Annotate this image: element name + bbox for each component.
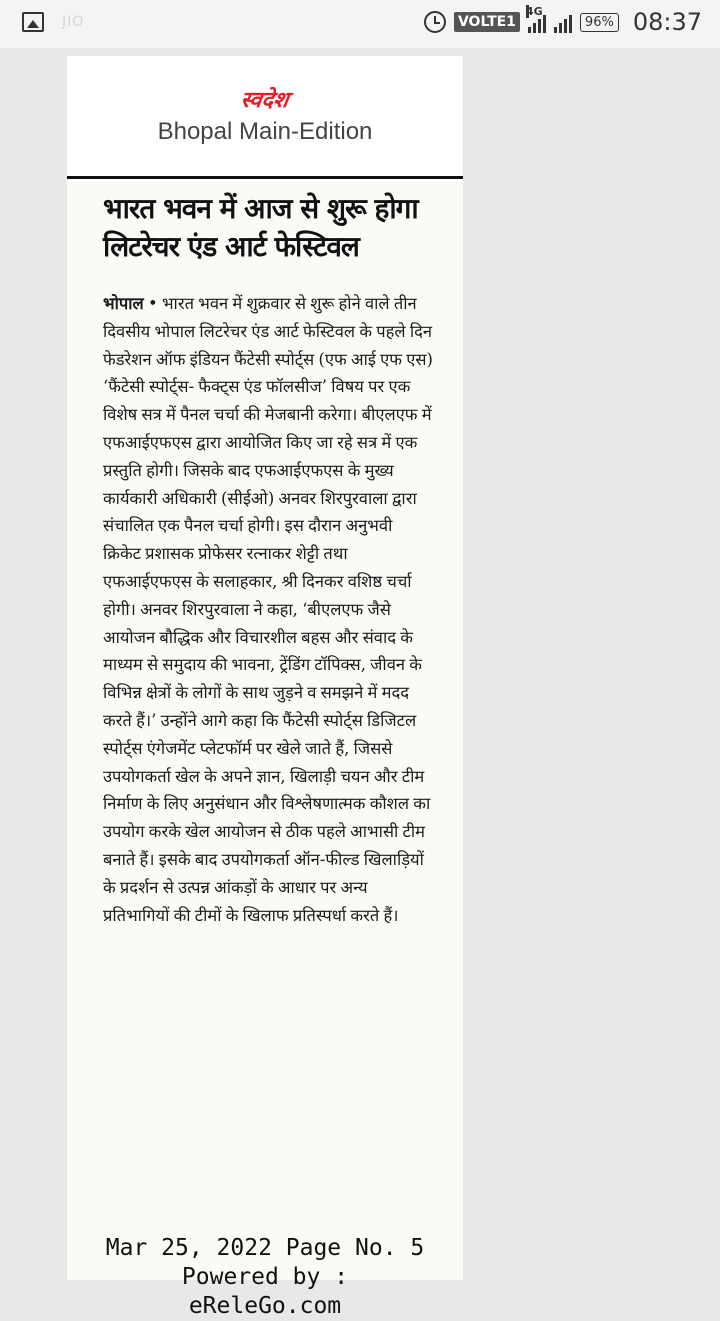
network-type-label: 4G xyxy=(525,5,543,18)
article-clipping xyxy=(67,182,463,1319)
signal-4g-icon xyxy=(525,5,546,33)
battery-indicator: 96% xyxy=(580,13,619,32)
signal-icon xyxy=(554,11,572,33)
dateline-bullet: • xyxy=(147,294,158,313)
status-bar xyxy=(0,0,720,48)
newspaper-logo: स्वदेश xyxy=(239,87,291,113)
dateline: भोपाल xyxy=(103,294,144,313)
clipping-footer xyxy=(67,1234,463,1321)
article-text: भारत भवन में शुक्रवार से शुरू होने वाले तीन दिवसीय भोपाल लिटरेचर एंड आर्ट फेस्टिवल के पहले दिन फेडरेशन ऑफ इंडियन फैंटेसी स्पोर्ट्स (एफ आई एफ एस) ‘फैंटेसी स्पोर्ट्स- फैक्ट्स एंड फॉलसीज’ विषय पर एक विशेष सत्र में पैनल चर्चा की मेजबानी करेगा। बीएलएफ में एफआईएफएस द्वारा आयोजित किए जा रहे सत्र में एक प्रस्तुति होगी। जिसके बाद एफआईएफएस के मुख्य कार्यकारी अधिकारी (सीईओ) अनवर शिरपुरवाला द्वारा संचालित एक पैनल चर्चा होगी। इस दौरान अनुभवी क्रिकेट प्रशासक प्रोफेसर रत्नाकर शेट्टी तथा एफआईएफएस के सलाहकार, श्री दिनकर वशिष्ठ चर्चा होगी। अनवर शिरपुरवाला ने कहा, ‘बीएलएफ जैसे आयोजन बौद्धिक और विचारशील बहस और संवाद के माध्यम से समुदाय की भावना, ट्रेंडिंग टॉपिक्स, जीवन के विभिन्न क्षेत्रों के लोगों के साथ जुड़ने व समझने में मदद करते हैं।’ उन्होंने आगे कहा कि फैंटेसी स्पोर्ट्स डिजिटल स्पोर्ट्स एंगेजमेंट प्लेटफॉर्म पर खेले जाते हैं, जिससे उपयोगकर्ता खेल के अपने ज्ञान, खिलाड़ी चयन और टीम निर्माण के लिए अनुसंधान और विश्लेषणात्मक कौशल का उपयोग करके खेल आयोजन से ठीक पहले आभासी टीम बनाते हैं। इसके बाद उपयोगकर्ता ऑन-फील्ड खिलाड़ियों के प्रदर्शन से उत्पन्न आंकड़ों के आधार पर अन्य प्रतिभागियों की टीमों के खिलाफ प्रतिस्पर्धा करते हैं। xyxy=(103,294,433,925)
carrier-label: JIO xyxy=(62,14,85,30)
newspaper-clipping-page xyxy=(67,56,463,1319)
publication-date: Mar 25, 2022 Page No. 5 xyxy=(105,1235,425,1261)
powered-by-label: Powered by : xyxy=(181,1264,349,1290)
masthead xyxy=(67,56,463,146)
source-site: eReleGo.com xyxy=(188,1293,342,1319)
volte-badge: VOLTE1 xyxy=(454,12,520,32)
status-right xyxy=(424,5,702,36)
alarm-icon xyxy=(424,11,446,33)
article-headline: भारत भवन में आज से शुरू होगा लिटरेचर एंड आर्ट फेस्टिवल xyxy=(103,192,418,263)
divider xyxy=(67,176,463,179)
status-left xyxy=(22,12,84,32)
clock: 08:37 xyxy=(632,8,702,36)
gallery-notification-icon xyxy=(22,12,44,32)
edition-title: Bhopal Main-Edition xyxy=(157,118,373,145)
article-body xyxy=(103,290,433,929)
